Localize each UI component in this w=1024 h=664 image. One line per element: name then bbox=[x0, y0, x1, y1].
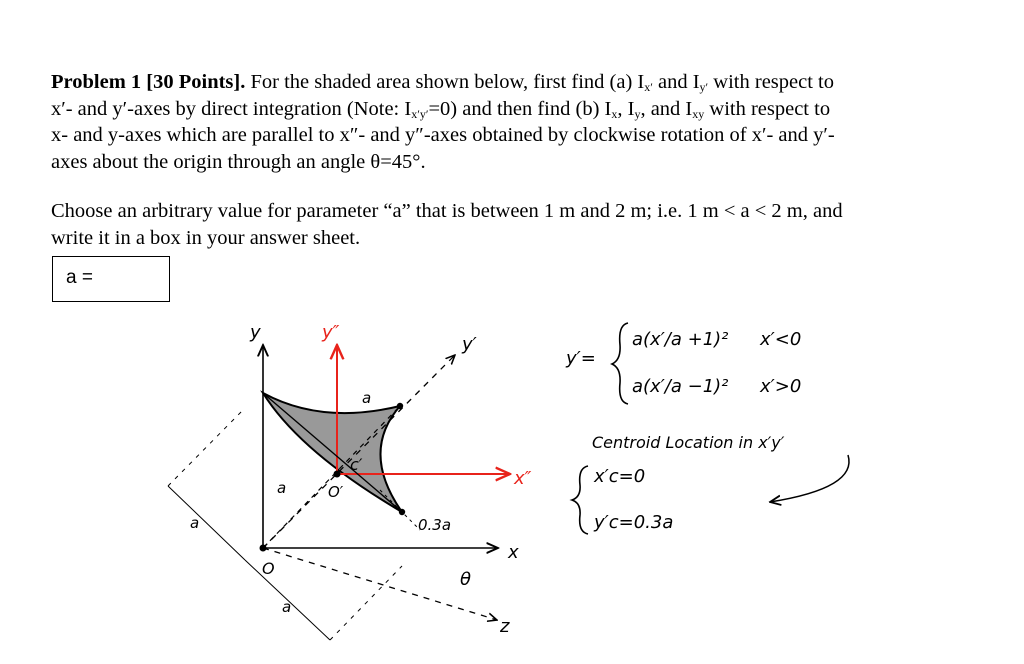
label-o-prime: O′ bbox=[328, 483, 344, 501]
label-a-left: a bbox=[277, 479, 287, 497]
note-arrow bbox=[770, 455, 849, 502]
sub-x: x bbox=[611, 106, 618, 121]
problem-line1-rest: with respect to bbox=[708, 71, 834, 93]
problem-line4: axes about the origin through an angle θ=45°. bbox=[51, 150, 426, 173]
label-theta: θ bbox=[460, 569, 472, 590]
eq-lhs: y′= bbox=[566, 348, 596, 369]
problem-line2d: , and I bbox=[640, 97, 693, 120]
centroid-xc: x′c=0 bbox=[594, 466, 646, 487]
sub-xprime: x′ bbox=[644, 80, 653, 94]
label-y-dprime: y″ bbox=[322, 322, 340, 343]
label-0-3a: 0.3a bbox=[418, 516, 452, 534]
label-y-prime: y′ bbox=[462, 334, 477, 355]
note-brace bbox=[572, 466, 588, 534]
label-z: z bbox=[500, 616, 510, 637]
sub-xy: xy bbox=[692, 106, 705, 121]
dim-left-bottom bbox=[168, 486, 245, 560]
problem-line1: For the shaded area shown below, first find (a) I bbox=[250, 71, 645, 93]
eq-case2: a(x′/a −1)² bbox=[632, 376, 729, 397]
centroid-note: Centroid Location in x′y′ bbox=[592, 433, 785, 452]
centroid-yc: y′c=0.3a bbox=[594, 512, 674, 533]
corner-point-top bbox=[397, 403, 403, 409]
problem-line2b: =0) and then find (b) I bbox=[428, 97, 612, 120]
origin-point bbox=[260, 545, 267, 552]
problem-line3: x- and y-axes which are parallel to x″- and y″-axes obtained by clockwise rotation of x′- and y′- bbox=[51, 124, 835, 146]
sub-yprime: y′ bbox=[699, 80, 709, 94]
eq-brace bbox=[612, 323, 628, 404]
dim-left-outer bbox=[168, 410, 243, 486]
problem-heading: Problem 1 [30 Points]. bbox=[51, 71, 246, 93]
label-x: x bbox=[508, 542, 519, 563]
label-a-top: a bbox=[362, 389, 372, 407]
problem-line1-and: and I bbox=[652, 71, 700, 93]
dim-right-outer bbox=[330, 566, 402, 640]
answer-label: a = bbox=[66, 267, 93, 288]
instruction-line1: Choose an arbitrary value for parameter “a” that is between 1 m and 2 m; i.e. 1 m < a < 2 m, and bbox=[51, 200, 843, 222]
label-a-diag: a bbox=[190, 514, 200, 532]
label-a-bottom: a bbox=[282, 598, 292, 616]
eq-case1: a(x′/a +1)² bbox=[632, 329, 729, 350]
problem-line2a: x′- and y′-axes by direct integration (Note: I bbox=[51, 97, 412, 120]
problem-line2e: with respect to bbox=[704, 97, 831, 120]
corner-point-bottom bbox=[399, 509, 405, 515]
label-c-prime: c′ bbox=[350, 455, 363, 474]
instruction-line2: write it in a box in your answer sheet. bbox=[51, 226, 361, 249]
problem-line2c: , I bbox=[617, 97, 635, 120]
label-o: O bbox=[262, 559, 275, 578]
sub-xyprime: x′y′ bbox=[411, 106, 429, 121]
centroid-point bbox=[334, 471, 341, 478]
eq-case2-cond: x′>0 bbox=[760, 376, 802, 397]
sub-y: y bbox=[634, 106, 641, 121]
label-y: y bbox=[250, 322, 261, 343]
eq-case1-cond: x′<0 bbox=[760, 329, 802, 350]
label-x-dprime: x″ bbox=[514, 468, 532, 489]
